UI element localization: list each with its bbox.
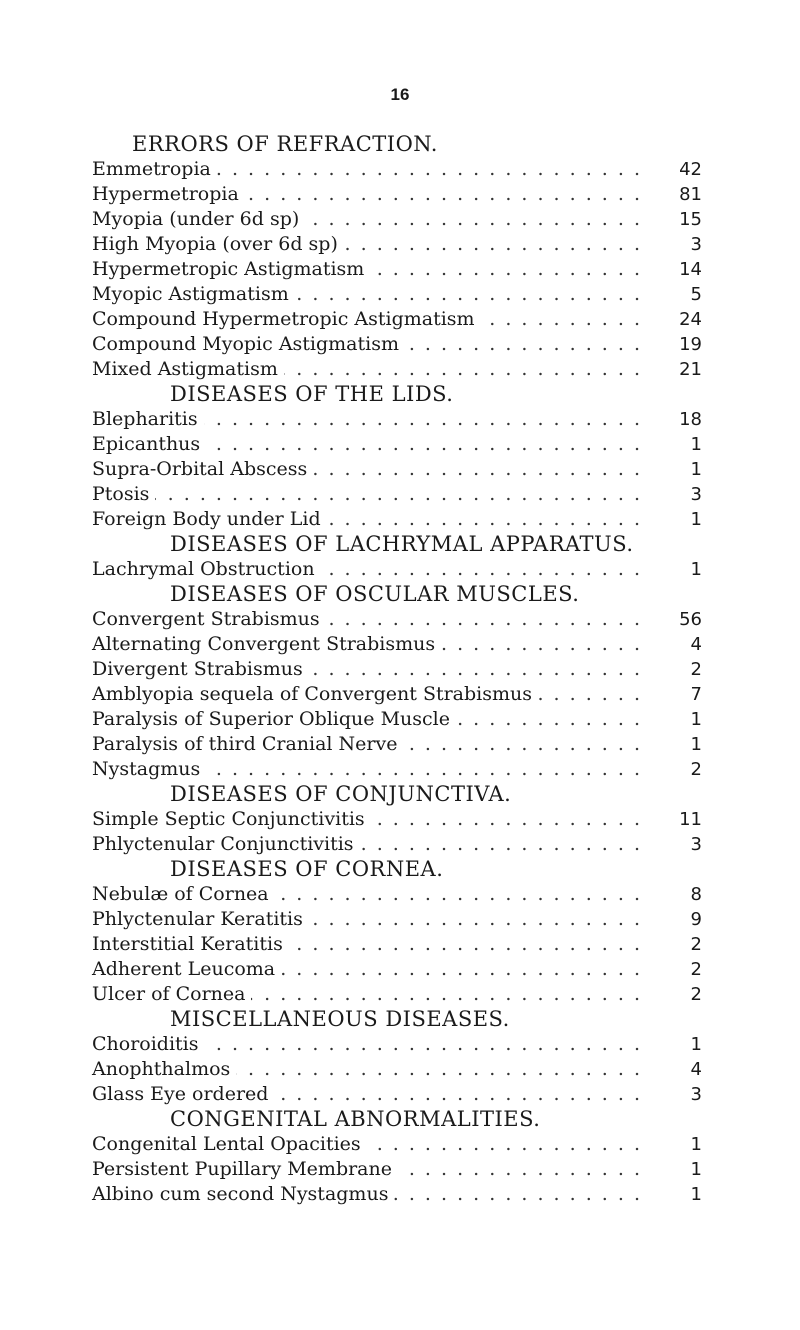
row-label: Choroiditis bbox=[92, 1032, 205, 1057]
row-count: 2 bbox=[690, 934, 702, 955]
table-row bbox=[92, 1032, 712, 1057]
row-count: 4 bbox=[690, 634, 702, 655]
table-row bbox=[92, 482, 712, 507]
row-count: 9 bbox=[690, 909, 702, 930]
table-row bbox=[92, 1157, 712, 1182]
row-count: 1 bbox=[690, 1034, 702, 1055]
table-row bbox=[92, 457, 712, 482]
table-row bbox=[92, 632, 712, 657]
row-label: Emmetropia bbox=[92, 157, 217, 182]
table-row bbox=[92, 607, 712, 632]
row-count: 5 bbox=[690, 284, 702, 305]
row-label: Supra-Orbital Abscess bbox=[92, 457, 313, 482]
row-count: 81 bbox=[679, 184, 702, 205]
page-number: 16 bbox=[390, 85, 410, 104]
table-row bbox=[92, 182, 712, 207]
section-heading: DISEASES OF LACHRYMAL APPARATUS. bbox=[170, 532, 634, 556]
table-row bbox=[92, 507, 712, 532]
row-label: Myopia (under 6d sp) bbox=[92, 207, 305, 232]
table-row bbox=[92, 982, 712, 1007]
table-row bbox=[92, 832, 712, 857]
row-count: 1 bbox=[690, 1184, 702, 1205]
table-row bbox=[92, 957, 712, 982]
row-count: 56 bbox=[679, 609, 702, 630]
row-count: 4 bbox=[690, 1059, 702, 1080]
row-label: Phlyctenular Keratitis bbox=[92, 907, 309, 932]
table-row bbox=[92, 657, 712, 682]
row-count: 42 bbox=[679, 159, 702, 180]
row-label: Hypermetropia bbox=[92, 182, 245, 207]
row-count: 8 bbox=[690, 884, 702, 905]
row-label: Blepharitis bbox=[92, 407, 204, 432]
row-label: Mixed Astigmatism bbox=[92, 357, 284, 382]
row-label: Convergent Strabismus bbox=[92, 607, 326, 632]
row-label: Interstitial Keratitis bbox=[92, 932, 289, 957]
table-row bbox=[92, 232, 712, 257]
row-count: 2 bbox=[690, 984, 702, 1005]
table-row bbox=[92, 807, 712, 832]
row-count: 1 bbox=[690, 1159, 702, 1180]
row-label: Nystagmus bbox=[92, 757, 206, 782]
row-count: 1 bbox=[690, 559, 702, 580]
table-row bbox=[92, 732, 712, 757]
row-label: Ulcer of Cornea bbox=[92, 982, 251, 1007]
section-heading: MISCELLANEOUS DISEASES. bbox=[170, 1007, 510, 1031]
row-label: Epicanthus bbox=[92, 432, 206, 457]
row-count: 7 bbox=[690, 684, 702, 705]
row-count: 3 bbox=[690, 234, 702, 255]
row-label: Amblyopia sequela of Convergent Strabismus bbox=[92, 682, 538, 707]
row-count: 2 bbox=[690, 659, 702, 680]
table-row bbox=[92, 757, 712, 782]
row-label: Alternating Convergent Strabismus bbox=[92, 632, 441, 657]
row-label: Congenital Lental Opacities bbox=[92, 1132, 367, 1157]
table-row bbox=[92, 157, 712, 182]
row-label: Glass Eye ordered bbox=[92, 1082, 274, 1107]
row-label: Paralysis of Superior Oblique Muscle bbox=[92, 707, 456, 732]
statistics-table bbox=[92, 132, 712, 1207]
row-count: 1 bbox=[690, 434, 702, 455]
row-label: Adherent Leucoma bbox=[92, 957, 281, 982]
table-row bbox=[92, 907, 712, 932]
row-label: Foreign Body under Lid bbox=[92, 507, 327, 532]
row-label: Divergent Strabismus bbox=[92, 657, 309, 682]
table-row bbox=[92, 1182, 712, 1207]
row-label: High Myopia (over 6d sp) bbox=[92, 232, 344, 257]
table-row bbox=[92, 257, 712, 282]
row-label: Ptosis bbox=[92, 482, 155, 507]
section-heading: ERRORS OF REFRACTION. bbox=[132, 132, 438, 156]
row-count: 3 bbox=[690, 484, 702, 505]
row-count: 14 bbox=[679, 259, 702, 280]
row-count: 2 bbox=[690, 959, 702, 980]
row-label: Anophthalmos bbox=[92, 1057, 236, 1082]
row-count: 18 bbox=[679, 409, 702, 430]
table-row bbox=[92, 1057, 712, 1082]
row-label: Persistent Pupillary Membrane bbox=[92, 1157, 398, 1182]
row-label: Myopic Astigmatism bbox=[92, 282, 295, 307]
row-count: 21 bbox=[679, 359, 702, 380]
section-heading: CONGENITAL ABNORMALITIES. bbox=[170, 1107, 541, 1131]
row-label: Compound Hypermetropic Astigmatism bbox=[92, 307, 481, 332]
row-count: 3 bbox=[690, 1084, 702, 1105]
row-label: Albino cum second Nystagmus bbox=[92, 1182, 394, 1207]
row-count: 1 bbox=[690, 1134, 702, 1155]
row-count: 1 bbox=[690, 734, 702, 755]
row-count: 11 bbox=[679, 809, 702, 830]
table-row bbox=[92, 432, 712, 457]
table-row bbox=[92, 207, 712, 232]
row-label: Lachrymal Obstruction bbox=[92, 557, 321, 582]
row-label: Simple Septic Conjunctivitis bbox=[92, 807, 371, 832]
row-count: 15 bbox=[679, 209, 702, 230]
table-row bbox=[92, 407, 712, 432]
table-row bbox=[92, 332, 712, 357]
row-count: 2 bbox=[690, 759, 702, 780]
row-count: 24 bbox=[679, 309, 702, 330]
row-count: 1 bbox=[690, 509, 702, 530]
row-label: Hypermetropic Astigmatism bbox=[92, 257, 370, 282]
row-count: 3 bbox=[690, 834, 702, 855]
table-row bbox=[92, 307, 712, 332]
row-count: 1 bbox=[690, 709, 702, 730]
table-row bbox=[92, 682, 712, 707]
row-count: 19 bbox=[679, 334, 702, 355]
row-label: Phlyctenular Conjunctivitis bbox=[92, 832, 360, 857]
row-label: Paralysis of third Cranial Nerve bbox=[92, 732, 403, 757]
table-row bbox=[92, 932, 712, 957]
table-row bbox=[92, 882, 712, 907]
row-label: Nebulæ of Cornea bbox=[92, 882, 275, 907]
dot-leader bbox=[92, 482, 642, 507]
table-row bbox=[92, 282, 712, 307]
table-row bbox=[92, 557, 712, 582]
table-row bbox=[92, 1132, 712, 1157]
section-heading: DISEASES OF OSCULAR MUSCLES. bbox=[170, 582, 580, 606]
table-row bbox=[92, 1082, 712, 1107]
section-heading: DISEASES OF CORNEA. bbox=[170, 857, 444, 881]
section-heading: DISEASES OF THE LIDS. bbox=[170, 382, 454, 406]
row-count: 1 bbox=[690, 459, 702, 480]
table-row bbox=[92, 707, 712, 732]
table-row bbox=[92, 357, 712, 382]
row-label: Compound Myopic Astigmatism bbox=[92, 332, 405, 357]
section-heading: DISEASES OF CONJUNCTIVA. bbox=[170, 782, 512, 806]
